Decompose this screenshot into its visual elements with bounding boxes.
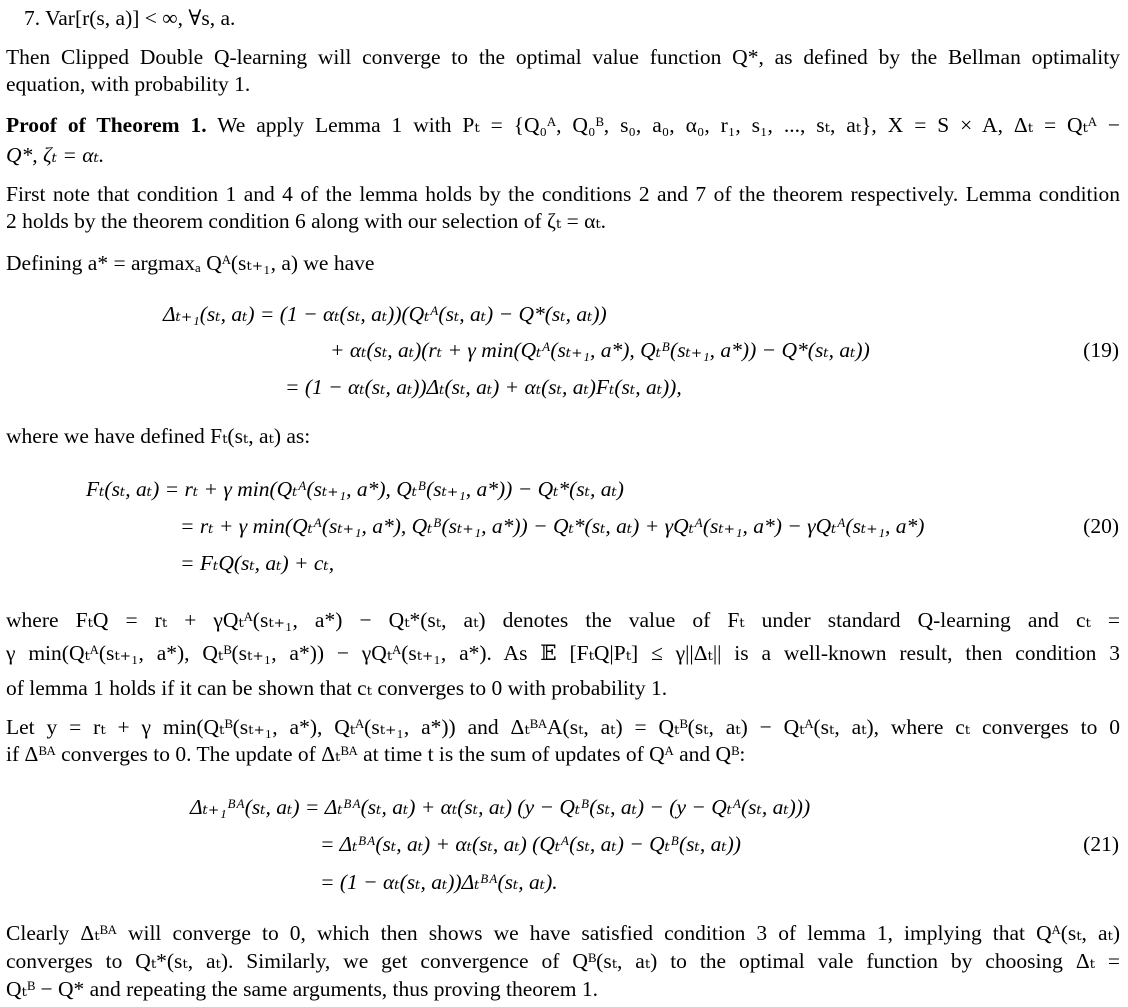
eq19-number: (19) (1083, 338, 1119, 362)
let-y-line-2: if Δᴮᴬ converges to 0. The update of Δₜᴮᴬ at time t is the sum of updates of Qᴬ and Qᴮ: (6, 742, 746, 766)
proof-line-1-text: We apply Lemma 1 with Pₜ = {Q₀ᴬ, Q₀ᴮ, s₀, a₀, α₀, r₁, s₁, ..., sₜ, aₜ}, X = S × A, Δₜ = Qₜᴬ − (217, 113, 1120, 137)
first-note-line-1: First note that condition 1 and 4 of the lemma holds by the conditions 2 and 7 of the theorem respectively. Lemma condition (6, 182, 1120, 206)
let-y-line-1: Let y = rₜ + γ min(Qₜᴮ(sₜ₊₁, a*), Qₜᴬ(sₜ₊₁, a*)) and ΔₜᴮᴬA(sₜ, aₜ) = Qₜᴮ(sₜ, aₜ) − Qₜᴬ(sₜ, aₜ), where cₜ converges to 0 (6, 715, 1120, 739)
where-fq-line-2: γ min(Qₜᴬ(sₜ₊₁, a*), Qₜᴮ(sₜ₊₁, a*)) − γQₜᴬ(sₜ₊₁, a*). As 𝔼 [FₜQ|Pₜ] ≤ γ||Δₜ|| is a well-known result, then condition 3 (6, 641, 1120, 665)
clearly-line-2: converges to Qₜ*(sₜ, aₜ). Similarly, we get convergence of Qᴮ(sₜ, aₜ) to the optimal vale function by choosing Δₜ = (6, 949, 1120, 973)
eq19-row-1: Δₜ₊₁(sₜ, aₜ) = (1 − αₜ(sₜ, aₜ))(Qₜᴬ(sₜ, aₜ) − Q*(sₜ, aₜ)) (163, 302, 607, 326)
condition-7: 7. Var[r(s, a)] < ∞, ∀s, a. (24, 6, 236, 30)
proof-line-1 (6, 113, 1120, 137)
defining-line: Defining a* = argmaxₐ Qᴬ(sₜ₊₁, a) we have (6, 251, 375, 275)
clearly-line-3: Qₜᴮ − Q* and repeating the same arguments, thus proving theorem 1. (6, 977, 598, 1001)
clearly-line-1: Clearly Δₜᴮᴬ will converge to 0, which then shows we have satisfied condition 3 of lemma 1, implying that Qᴬ(sₜ, aₜ) (6, 921, 1120, 945)
eq19-row-2: + αₜ(sₜ, aₜ)(rₜ + γ min(Qₜᴬ(sₜ₊₁, a*), Qₜᴮ(sₜ₊₁, a*)) − Q*(sₜ, aₜ)) (330, 338, 870, 362)
eq20-number: (20) (1083, 514, 1119, 538)
eq20-row-2: = rₜ + γ min(Qₜᴬ(sₜ₊₁, a*), Qₜᴮ(sₜ₊₁, a*)) − Qₜ*(sₜ, aₜ) + γQₜᴬ(sₜ₊₁, a*) − γQₜᴬ(sₜ₊₁, a*) (180, 514, 925, 538)
proof-heading: Proof of Theorem 1. (6, 113, 207, 137)
conclusion-line-2: equation, with probability 1. (6, 72, 251, 96)
eq21-row-2: = Δₜᴮᴬ(sₜ, aₜ) + αₜ(sₜ, aₜ) (Qₜᴬ(sₜ, aₜ) − Qₜᴮ(sₜ, aₜ)) (320, 832, 741, 856)
eq21-row-3: = (1 − αₜ(sₜ, aₜ))Δₜᴮᴬ(sₜ, aₜ). (320, 870, 558, 894)
eq20-row-3: = FₜQ(sₜ, aₜ) + cₜ, (180, 551, 335, 575)
eq19-row-3: = (1 − αₜ(sₜ, aₜ))Δₜ(sₜ, aₜ) + αₜ(sₜ, aₜ)Fₜ(sₜ, aₜ)), (285, 375, 682, 399)
where-defined-line: where we have defined Fₜ(sₜ, aₜ) as: (6, 424, 311, 448)
eq21-row-1: Δₜ₊₁ᴮᴬ(sₜ, aₜ) = Δₜᴮᴬ(sₜ, aₜ) + αₜ(sₜ, aₜ) (y − Qₜᴮ(sₜ, aₜ) − (y − Qₜᴬ(sₜ, aₜ))) (190, 795, 811, 819)
conclusion-line-1: Then Clipped Double Q-learning will converge to the optimal value function Q*, as defined by the Bellman optimality (6, 45, 1120, 69)
where-fq-line-3: of lemma 1 holds if it can be shown that cₜ converges to 0 with probability 1. (6, 676, 668, 700)
proof-line-2: Q*, ζₜ = αₜ. (6, 143, 105, 167)
first-note-line-2: 2 holds by the theorem condition 6 along with our selection of ζₜ = αₜ. (6, 209, 607, 233)
where-fq-line-1: where FₜQ = rₜ + γQₜᴬ(sₜ₊₁, a*) − Qₜ*(sₜ, aₜ) denotes the value of Fₜ under standard Q-learning and cₜ = (6, 608, 1120, 632)
eq21-number: (21) (1083, 832, 1119, 856)
eq20-row-1: Fₜ(sₜ, aₜ) = rₜ + γ min(Qₜᴬ(sₜ₊₁, a*), Qₜᴮ(sₜ₊₁, a*)) − Qₜ*(sₜ, aₜ) (86, 477, 624, 501)
